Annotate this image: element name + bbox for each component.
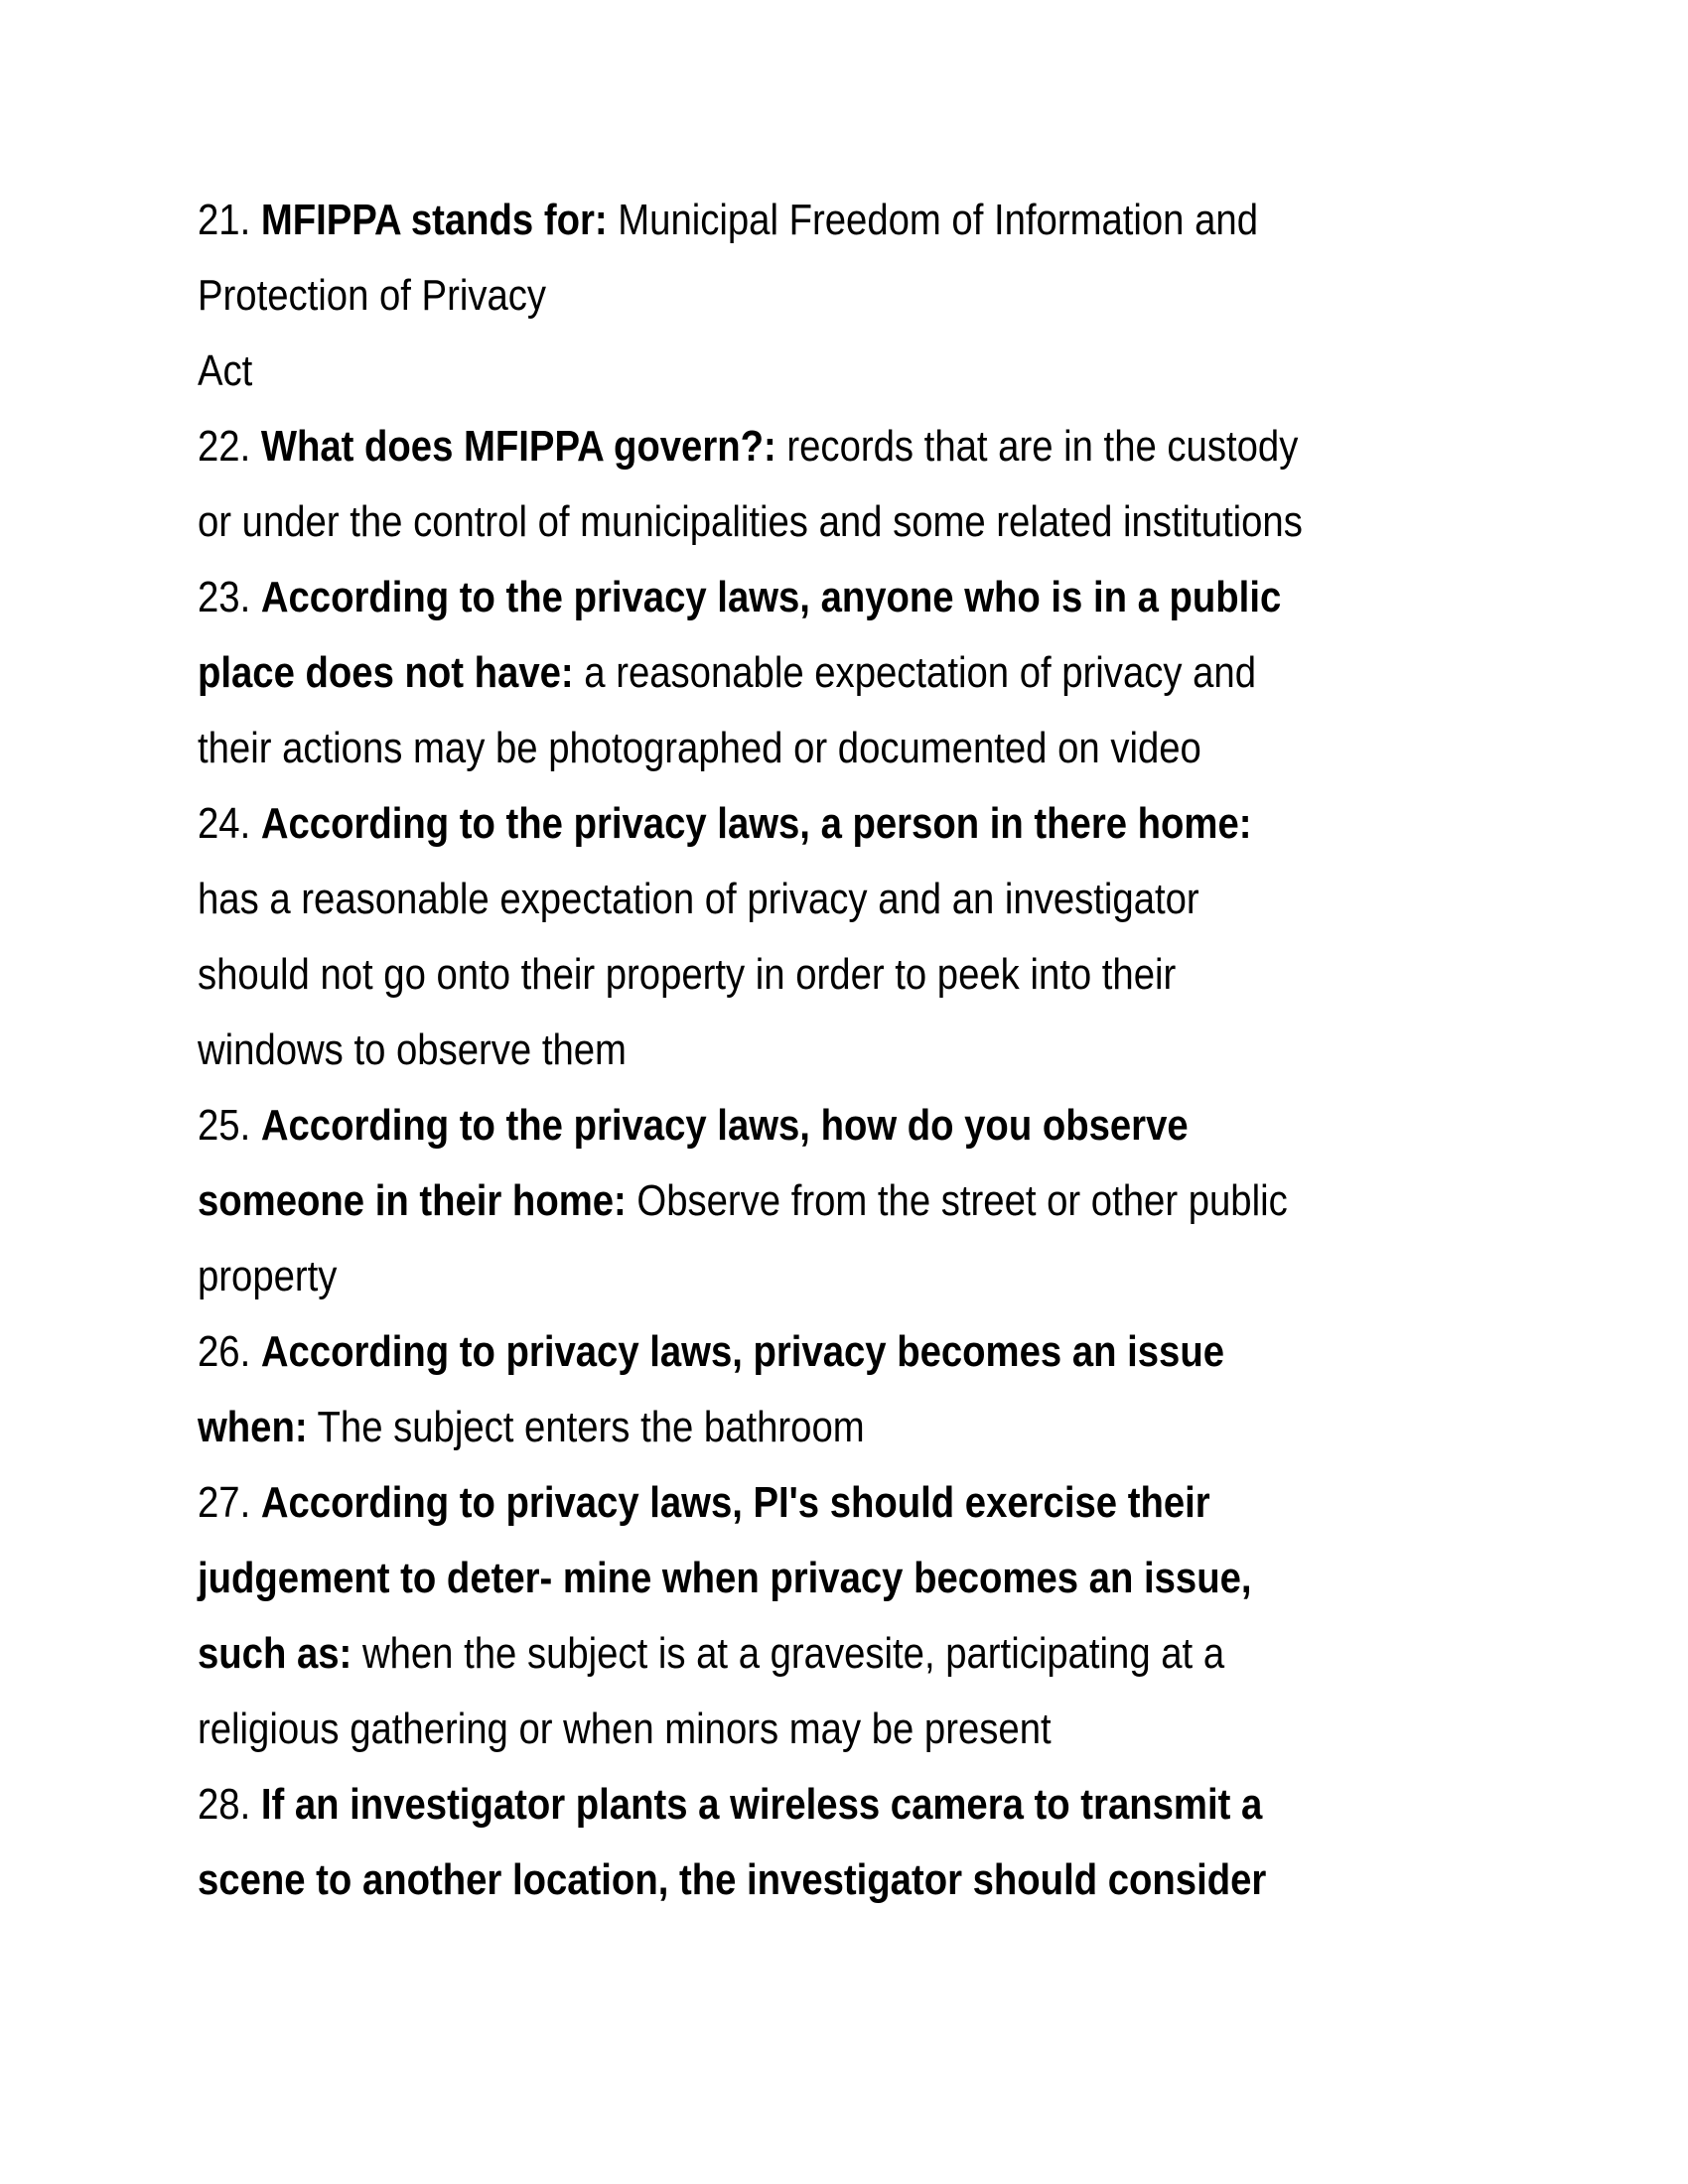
answer-text: a reasonable expectation of privacy and — [573, 648, 1257, 697]
answer-text: property — [198, 1252, 338, 1300]
answer-text: 27. — [198, 1478, 261, 1527]
answer-text: Municipal Freedom of Information and — [607, 196, 1258, 244]
answer-text: has a reasonable expectation of privacy and an investigator — [198, 875, 1199, 923]
answer-text: The subject enters the bathroom — [307, 1403, 865, 1451]
text-line — [198, 786, 1303, 862]
question-text: judgement to deter- mine when privacy becomes an issue, — [198, 1554, 1252, 1602]
question-text: According to the privacy laws, how do you observe — [260, 1101, 1189, 1150]
answer-text: religious gathering or when minors may be present — [198, 1705, 1052, 1753]
text-line — [198, 1616, 1303, 1692]
text-line — [198, 635, 1303, 711]
answer-text: 23. — [198, 573, 261, 621]
text-line — [198, 1088, 1303, 1163]
text-line — [198, 484, 1303, 560]
answer-text: Act — [198, 346, 253, 395]
question-text: someone in their home: — [198, 1176, 627, 1225]
question-text: MFIPPA stands for: — [260, 196, 608, 244]
answer-text: 25. — [198, 1101, 261, 1150]
question-text: According to the privacy laws, a person in there home: — [260, 799, 1252, 848]
text-line — [198, 183, 1303, 258]
question-text: According to privacy laws, PI's should exercise their — [260, 1478, 1210, 1527]
text-line — [198, 1465, 1303, 1541]
answer-text: 28. — [198, 1780, 261, 1829]
question-text: when: — [198, 1403, 308, 1451]
question-text: If an investigator plants a wireless camera to transmit a — [260, 1780, 1263, 1829]
text-line — [198, 1390, 1303, 1465]
answer-text: windows to observe them — [198, 1025, 627, 1074]
answer-text: Protection of Privacy — [198, 271, 547, 320]
text-line — [198, 1239, 1303, 1314]
answer-text: should not go onto their property in order to peek into their — [198, 950, 1177, 999]
answer-text: 24. — [198, 799, 261, 848]
document-body — [198, 183, 1468, 1918]
text-line — [198, 1692, 1303, 1767]
question-text: such as: — [198, 1629, 352, 1678]
text-line — [198, 1541, 1303, 1616]
text-line — [198, 409, 1303, 484]
answer-text: Observe from the street or other public — [626, 1176, 1288, 1225]
answer-text: records that are in the custody — [775, 422, 1299, 471]
answer-text: when the subject is at a gravesite, participating at a — [352, 1629, 1225, 1678]
text-line — [198, 334, 1303, 409]
answer-text: or under the control of municipalities and some related institutions — [198, 497, 1303, 546]
answer-text: 21. — [198, 196, 261, 244]
question-text: What does MFIPPA govern?: — [260, 422, 776, 471]
text-line — [198, 1314, 1303, 1390]
text-line — [198, 1767, 1303, 1843]
text-line — [198, 560, 1303, 635]
text-line — [198, 711, 1303, 786]
text-line — [198, 258, 1303, 334]
text-line — [198, 1163, 1303, 1239]
answer-text: 22. — [198, 422, 261, 471]
question-text: scene to another location, the investigator should consider — [198, 1855, 1267, 1904]
text-line — [198, 862, 1303, 937]
text-line — [198, 1013, 1303, 1088]
text-line — [198, 1843, 1303, 1918]
question-text: According to privacy laws, privacy becomes an issue — [260, 1327, 1225, 1376]
text-line — [198, 937, 1303, 1013]
answer-text: 26. — [198, 1327, 261, 1376]
answer-text: their actions may be photographed or documented on video — [198, 724, 1201, 772]
question-text: According to the privacy laws, anyone who is in a public — [260, 573, 1282, 621]
question-text: place does not have: — [198, 648, 574, 697]
